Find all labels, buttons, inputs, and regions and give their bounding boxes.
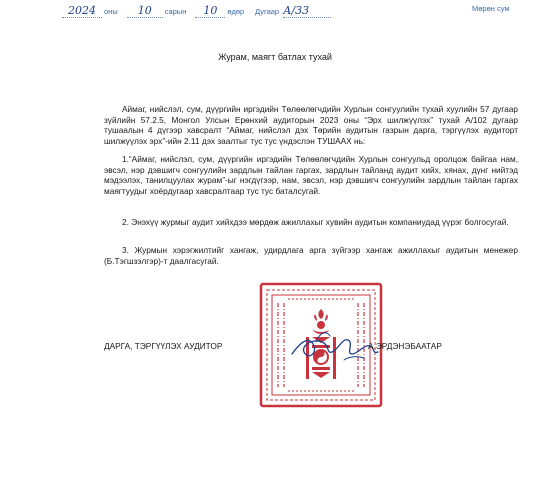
header-order-value: А/33: [283, 4, 331, 18]
order-item-2: 2. Энэхүү журмыг аудит хийхдээ мөрдөж ажиллахыг хувийн аудитын компаниудад үүрэг болгосугай.: [122, 217, 509, 227]
header-day: 10: [195, 4, 225, 18]
document-title: Журам, маягт батлах тухай: [218, 52, 332, 62]
header-place: Мөрөн сум: [472, 4, 510, 13]
signatory-name: А.ЭРДЭНЭБААТАР: [368, 341, 442, 351]
header-date: [62, 4, 250, 18]
order-item-1: 1.“Аймаг, нийслэл, сум, дүүргийн иргэдийн Төлөөлөгчдийн Хурлын сонгуульд оролцож байгаа нам, эвсэл, нэр дэвшигч сонгуулийн зардлын тайлан гаргах, зардлын тайланд аудит хийх, хянах, дүнг нийтэд мэдээлэх, танилцуулах журам”-ыг нэгдүгээр, нам, эвсэл, нэр дэвшигч сонгуулийн зардлын тайлан гаргах маягтуудыг хоёрдугаар хавсралтаар тус тус баталсугай.: [104, 154, 518, 197]
header-month-label: сарын: [164, 7, 187, 16]
header-order-label: Дугаар: [255, 7, 280, 16]
intro-paragraph: Аймаг, нийслэл, сум, дүүргийн иргэдийн Төлөөлөгчдийн Хурлын сонгуулийн тухай хуулийн 57 дугаар зүйлийн 57.2.5, Монгол Улсын Ерөнхий аудиторын 2023 оны “Эрх шилжүүлэх” тухай А/102 дугаар тушаалын 4 дүгээр хавсралт “Аймаг, нийслэл дэх Төрийн аудитын газрын дарга, тэргүүлэх аудиторт шилжүүлэх эрх”-ийн 2.11 дэх заалтыг тус тус үндэслэн ТУШААХ нь:: [104, 104, 518, 147]
header-month: 10: [127, 4, 163, 18]
order-item-3: 3. Журмын хэрэгжилтийг хангаж, удирдлага арга зүйгээр хангаж ажиллахыг аудитын менежер (Б.Тэгшзэлгэр)-т даалгасугай.: [104, 245, 518, 266]
header-year: 2024: [62, 4, 102, 18]
header-day-label: өдөр: [227, 7, 245, 16]
signatory-title: ДАРГА, ТЭРГҮҮЛЭХ АУДИТОР: [104, 341, 223, 351]
header-year-label: оны: [104, 7, 118, 16]
header-order-number: [255, 4, 331, 18]
